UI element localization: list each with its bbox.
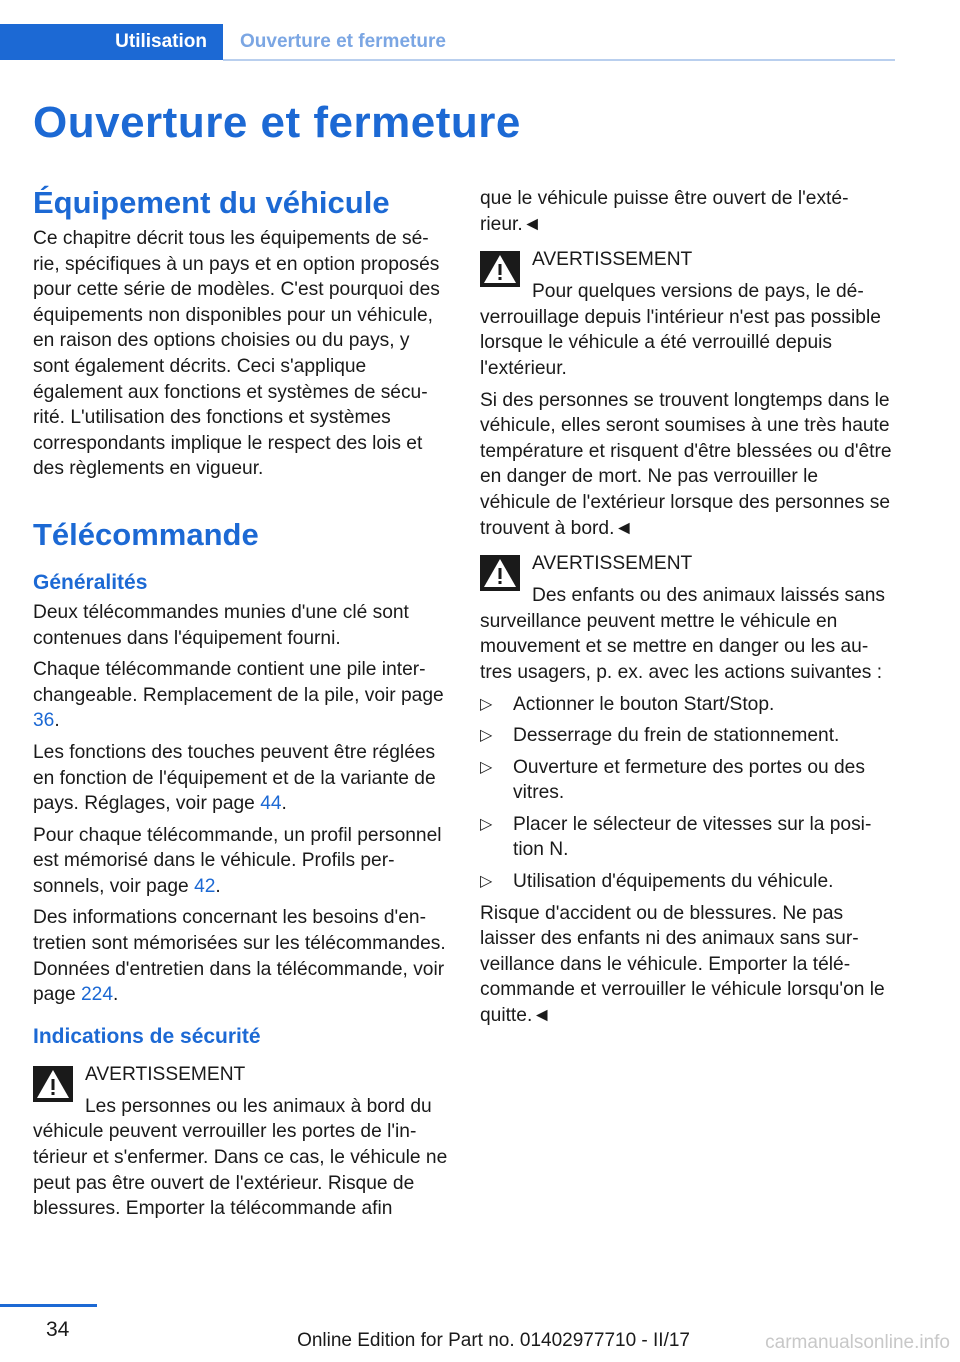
page-link-36[interactable]: 36: [33, 710, 55, 732]
header-rule: [223, 59, 895, 61]
period: .: [113, 984, 119, 1006]
period: .: [54, 710, 60, 732]
warning-title: AVERTISSEMENT: [85, 1063, 246, 1085]
warning-title: AVERTISSEMENT: [532, 553, 693, 575]
triangle-bullet-icon: ▷: [480, 873, 493, 891]
footer-rule: [0, 1304, 97, 1307]
left-column: [33, 184, 448, 1228]
header-chapter: Ouverture et fermeture: [240, 31, 446, 52]
triangle-bullet-icon: ▷: [480, 758, 493, 776]
triangle-bullet-icon: ▷: [480, 815, 493, 833]
watermark: carmanualsonline.info: [765, 1332, 950, 1353]
list-item-text: Utilisation d'équipements du véhicule.: [513, 871, 834, 893]
paragraph-text: Pour chaque télécommande, un profil personnel est mémorisé dans le véhicule. Profils personnels, voir page: [33, 824, 442, 897]
remote-paragraph-3: [33, 740, 448, 817]
header-section: Utilisation: [0, 24, 223, 60]
period: .: [215, 875, 221, 897]
page-link-42[interactable]: 42: [194, 875, 216, 897]
triangle-bullet-icon: ▷: [480, 727, 493, 745]
list-item: [480, 755, 892, 806]
warning-body: Pour quelques versions de pays, le déverrouillage depuis l'intérieur n'est pas possible lorsque le véhicule a été verrouillé depuis l'extérieur.: [480, 281, 881, 379]
list-item: [480, 723, 892, 749]
list-item: [480, 692, 892, 718]
edition-note: Online Edition for Part no. 01402977710 - II/17: [297, 1330, 690, 1351]
list-item-text: Ouverture et fermeture des portes ou des vitres.: [513, 756, 865, 804]
safety-heading: Indications de sécurité: [33, 1024, 261, 1048]
warning-body-2: Si des personnes se trouvent longtemps dans le véhicule, elles seront soumises à une très haute température et risquent d'être blessées ou d'être en danger de mort. Ne pas verrouiller le véhicule de l'extérieur lorsque des personnes se trouvent à bord.◄: [480, 389, 892, 539]
equipment-heading: Équipement du véhicule: [33, 185, 390, 220]
page-title: Ouverture et fermeture: [33, 98, 521, 147]
paragraph-text: Les fonctions des touches peuvent être réglées en fonction de l'équipement et de la variante de pays. Réglages, voir page: [33, 741, 436, 815]
warning-body-2: Risque d'accident ou de blessures. Ne pas laisser des enfants ni des animaux sans surveillance dans le véhicule. Emporter la télécommande et verrouiller le véhicule lorsqu'on le quitte.◄: [480, 902, 885, 1027]
paragraph-text: Des informations concernant les besoins d'entretien sont mémorisées sur les télécommandes. Données d'entretien dans la télécommande, voir page: [33, 907, 446, 1006]
warning-triangle-icon: [480, 555, 520, 591]
warning-title: AVERTISSEMENT: [532, 249, 693, 271]
remote-paragraph-2: [33, 657, 448, 734]
warning-block-2: [480, 247, 892, 541]
list-item: [480, 812, 892, 863]
list-item-text: Actionner le bouton Start/Stop.: [513, 693, 775, 715]
list-item-text: Placer le sélecteur de vitesses sur la position N.: [513, 813, 872, 861]
page-link-44[interactable]: 44: [260, 793, 282, 815]
right-column: [480, 186, 892, 1035]
paragraph-text: Chaque télécommande contient une pile interchangeable. Remplacement de la pile, voir page: [33, 659, 444, 706]
warning-block-1: [33, 1062, 448, 1222]
list-item: [480, 869, 892, 895]
running-header: [0, 24, 895, 62]
page-number: 34: [46, 1318, 70, 1341]
warning-body: Des enfants ou des animaux laissés sans surveillance peuvent mettre le véhicule en mouvement et se mettre en danger ou les autres usagers, p. ex. avec les actions suivantes :: [480, 585, 886, 683]
remote-paragraph-4: [33, 823, 448, 900]
warning-body: Les personnes ou les animaux à bord du véhicule peuvent verrouiller les portes de l'intérieur et s'enfermer. Dans ce cas, le véhicule ne peut pas être ouvert de l'extérieur. Risque de blessures. Emporter la télécommande afin: [33, 1095, 448, 1220]
remote-paragraph-5: [33, 905, 448, 1007]
equipment-text: Ce chapitre décrit tous les équipements de série, spécifiques à un pays et en option proposés pour cette série de modèles. C'est pourquoi des équipements non disponibles pour un véhicule, en raison des options choisies ou du pays, y sont également décrits. Ceci s'applique également aux fonctions et systèmes de sécurité. L'utilisation des fonctions et systèmes correspondants implique le respect des lois et des règlements en vigueur.: [33, 228, 440, 480]
action-list: [480, 692, 892, 895]
list-item-text: Desserrage du frein de stationnement.: [513, 725, 840, 747]
warning-triangle-icon: [33, 1066, 73, 1102]
page-link-224[interactable]: 224: [81, 984, 114, 1006]
warning-triangle-icon: [480, 251, 520, 287]
warning-continuation: que le véhicule puisse être ouvert de l'extérieur.◄: [480, 188, 849, 235]
general-heading: Généralités: [33, 570, 148, 594]
remote-heading: Télécommande: [33, 516, 259, 552]
remote-paragraph-1: Deux télécommandes munies d'une clé sont contenues dans l'équipement fourni.: [33, 601, 409, 649]
warning-block-3: [480, 551, 892, 1029]
triangle-bullet-icon: ▷: [480, 695, 493, 713]
period: .: [281, 793, 287, 815]
